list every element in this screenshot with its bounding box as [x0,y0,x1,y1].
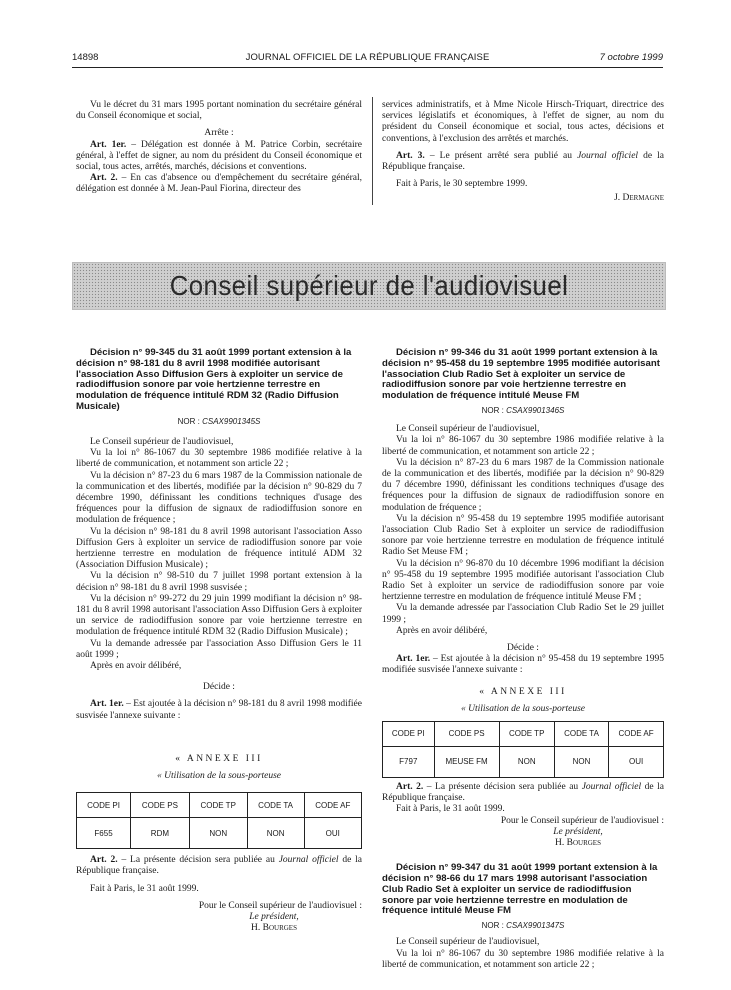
article-3 [382,151,664,173]
nor-code: CSAX9901345S [202,416,261,426]
paragraph: Vu la demande adressée par l'association Club Radio Set le 29 juillet 1999 ; [382,603,664,625]
article-text: – Délégation est donnée à M. Patrice Corbin, secrétaire général, à l'effet de signer, au nom du président du Conseil économique et social, tous actes, arrêtés, marchés, décisions et conventions. [76,139,362,173]
article-text: de la République française. [76,855,362,877]
table-header-row [383,722,664,747]
nor-reference [382,405,664,416]
table-cell: RDM [131,818,190,849]
decision-345 [76,348,362,934]
article-label: Art. 3. [396,150,425,161]
paragraph: Le Conseil supérieur de l'audiovisuel, [90,436,234,447]
paragraph: Vu le décret du 31 mars 1995 portant nomination du secrétaire général du Conseil économique et social, [76,100,362,122]
table-header-row [77,793,362,818]
article-text: – La présente décision sera publiée au [117,855,279,866]
table-cell: F655 [77,818,131,849]
nor-reference [76,416,362,427]
decision-heading: Décision n° 99-346 du 31 août 1999 portant extension à la décision n° 95-458 du 19 septembre 1995 modifiée autorisant l'association Club Radio Set à exploiter un service de radiodiffusion sonore par voie hertzienne terrestre en modulation de fréquence intitulé Meuse FM [382,347,660,402]
article-1 [382,654,664,676]
nor-label: NOR : [177,416,203,426]
table-cell: MEUSE FM [434,747,499,778]
page-header [72,52,663,66]
annexe-title: « ANNEXE III [175,753,263,764]
annexe-subtitle: « Utilisation de la sous-porteuse [460,703,586,714]
subcarrier-table [76,792,362,849]
journal-name: Journal officiel [581,782,642,793]
table-cell: OUI [304,818,361,849]
annexe-subtitle: « Utilisation de la sous-porteuse [156,771,282,782]
annexe-title: « ANNEXE III [479,686,567,697]
article-text: – La présente décision sera publiée au [423,782,582,793]
column-header: CODE PI [383,722,435,747]
subcarrier-table [382,721,664,778]
decide-label: Décide : [507,643,539,654]
signed-at: Fait à Paris, le 30 septembre 1999. [396,179,528,190]
arrete-label: Arrête : [204,128,234,139]
article-2 [76,855,362,877]
signatory-line: Pour le Conseil supérieur de l'audiovisuel : [198,900,362,911]
top-left-column [76,100,362,196]
top-right-column [382,100,664,205]
article-1 [76,140,362,174]
article-label: Art. 1er. [90,699,124,710]
signatory-role: Le président, [553,826,603,837]
decide-label: Décide : [203,682,235,693]
table-cell: NON [247,818,304,849]
table-cell: OUI [609,747,664,778]
table-row [77,818,362,849]
table-row [383,747,664,778]
article-text: – Le présent arrêté sera publié au [424,150,578,161]
article-text: – Est ajoutée à la décision n° 98-181 du 8 avril 1998 modifiée susvisée l'annexe suivante : [76,699,362,721]
journal-title: JOURNAL OFFICIEL DE LA RÉPUBLIQUE FRANÇAISE [245,52,490,63]
column-header: CODE PS [434,722,499,747]
page-number: 14898 [72,52,99,63]
article-label: Art. 1er. [90,139,127,150]
signature: J. Dermagne [614,193,664,204]
column-header: CODE TA [247,793,304,818]
section-banner [72,262,666,310]
paragraph: Vu la décision n° 96-870 du 10 décembre 1996 modifiant la décision n° 95-458 du 19 septembre 1995 modifiée autorisant l'association Club Radio Set à exploiter un service de radiodiffusion sonore par voie hertzienne terrestre en modulation de fréquence intitulé Meuse FM ; [382,558,664,603]
column-header: CODE PS [131,793,190,818]
article-label: Art. 2. [396,782,424,793]
column-separator [372,97,373,205]
article-2 [382,782,664,804]
column-header: CODE AF [304,793,361,818]
section-title: Conseil supérieur de l'audiovisuel [169,270,569,301]
nor-reference [382,920,664,931]
article-text: de la République française. [382,150,664,173]
signatory-line: Pour le Conseil supérieur de l'audiovisuel : [500,815,664,826]
table-cell: NON [554,747,608,778]
table-cell: F797 [383,747,435,778]
paragraph: Vu la loi n° 86-1067 du 30 septembre 1986 modifiée relative à la liberté de communication, et notamment son article 22 ; [76,448,362,470]
nor-code: CSAX9901346S [506,405,565,415]
column-header: CODE PI [77,793,131,818]
article-1 [76,699,362,721]
signatory-role: Le président, [249,912,299,923]
column-header: CODE AF [609,722,664,747]
column-header: CODE TA [554,722,608,747]
table-cell: NON [499,747,554,778]
column-header: CODE TP [189,793,247,818]
signatory-name: H. Bourges [251,923,297,934]
nor-code: CSAX9901347S [506,921,565,931]
decision-heading: Décision n° 99-345 du 31 août 1999 portant extension à la décision n° 98-181 du 8 avril 1998 modifiée autorisant l'association Asso Diffusion Gers à exploiter un service de radiodiffusion sonore par voie hertzienne terrestre en modulation de fréquence intitulé RDM 32 (Radio Diffusion Musicale) [76,347,352,412]
paragraph: Vu la décision n° 95-458 du 19 septembre 1995 modifiée autorisant l'association Club Radio Set à exploiter un service de radiodiffusion sonore par voie hertzienne terrestre en modulation de fréquence intitulé Radio Set Meuse FM ; [382,513,664,558]
paragraph: Vu la loi n° 86-1067 du 30 septembre 1986 modifiée relative à la liberté de communication, et notamment son article 22 ; [382,948,664,970]
paragraph: Vu la décision n° 87-23 du 6 mars 1987 de la Commission nationale de la communication et des libertés, modifiée par la décision n° 90-829 du 7 décembre 1990, définissant les conditions techniques d'usage des fréquences pour la diffusion de signaux de radiodiffusion sonore en modulation de fréquence ; [382,457,664,513]
journal-name: Journal officiel [278,855,339,866]
table-cell: NON [189,818,247,849]
nor-label: NOR : [481,921,507,931]
journal-name: Journal officiel [577,150,639,161]
article-label: Art. 2. [90,173,118,184]
decision-346 [382,348,664,971]
article-label: Art. 1er. [396,654,431,665]
issue-date: 7 octobre 1999 [599,52,663,63]
signatory-name: H. Bourges [555,838,601,849]
paragraph: Vu la décision n° 98-181 du 8 avril 1998 autorisant l'association Asso Diffusion Gers à exploiter un service de radiodiffusion sonore par voie hertzienne terrestre en modulation de fréquence intitulé ADM 32 (Association Diffusion Musicale) ; [76,526,362,571]
paragraph: Vu la loi n° 86-1067 du 30 septembre 1986 modifiée relative à la liberté de communication, et notamment son article 22 ; [382,435,664,457]
article-text: – En cas d'absence ou d'empêchement du secrétaire général, délégation est donnée à M. Jean-Paul Fiorina, directeur des [76,173,362,195]
signed-at: Fait à Paris, le 31 août 1999. [396,804,505,815]
paragraph: Après en avoir délibéré, [396,625,488,636]
article-text: de la République française. [382,782,664,804]
paragraph: Vu la décision n° 87-23 du 6 mars 1987 de la Commission nationale de la communication et des libertés, modifiée par la décision n° 90-829 du 7 décembre 1990, définissant les conditions techniques d'usage des fréquences pour la diffusion de signaux de radiodiffusion sonore en modulation de fréquence ; [76,470,362,526]
decision-heading: Décision n° 99-347 du 31 août 1999 portant extension à la décision n° 98-66 du 17 mars 1998 autorisant l'association Club Radio Set à exploiter un service de radiodiffusion sonore par voie hertzienne terrestre en modulation de fréquence intitulé Meuse FM [382,862,658,917]
paragraph: Après en avoir délibéré, [90,661,182,672]
paragraph: Vu la demande adressée par l'association Asso Diffusion Gers le 11 août 1999 ; [76,638,362,660]
paragraph: services administratifs, et à Mme Nicole Hirsch-Triquart, directrice des services législatifs et économiques, à l'effet de signer, au nom du président du Conseil économique et social, tous actes, décisions et conventions, à l'exclusion des arrêtés et marchés. [382,100,664,144]
article-2 [76,173,362,195]
signed-at: Fait à Paris, le 31 août 1999. [90,883,199,894]
header-rule [72,67,663,68]
paragraph: Vu la décision n° 98-510 du 7 juillet 1998 portant extension à la décision n° 98-181 du 8 avril 1998 susvisée ; [76,571,362,593]
column-header: CODE TP [499,722,554,747]
nor-label: NOR : [481,405,507,415]
article-text: – Est ajoutée à la décision n° 95-458 du 19 septembre 1995 modifiée susvisée l'annexe suivante : [382,654,664,676]
article-label: Art. 2. [90,855,118,866]
paragraph: Vu la décision n° 99-272 du 29 juin 1999 modifiant la décision n° 98-181 du 8 avril 1998 autorisant l'association Asso Diffusion Gers à exploiter un service de radiodiffusion sonore par voie hertzienne terrestre en modulation de fréquence intitulé RDM 32 (Radio Diffusion Musicale) ; [76,593,362,638]
paragraph: Le Conseil supérieur de l'audiovisuel, [396,424,540,435]
paragraph: Le Conseil supérieur de l'audiovisuel, [396,937,540,948]
decision-347 [382,863,664,971]
